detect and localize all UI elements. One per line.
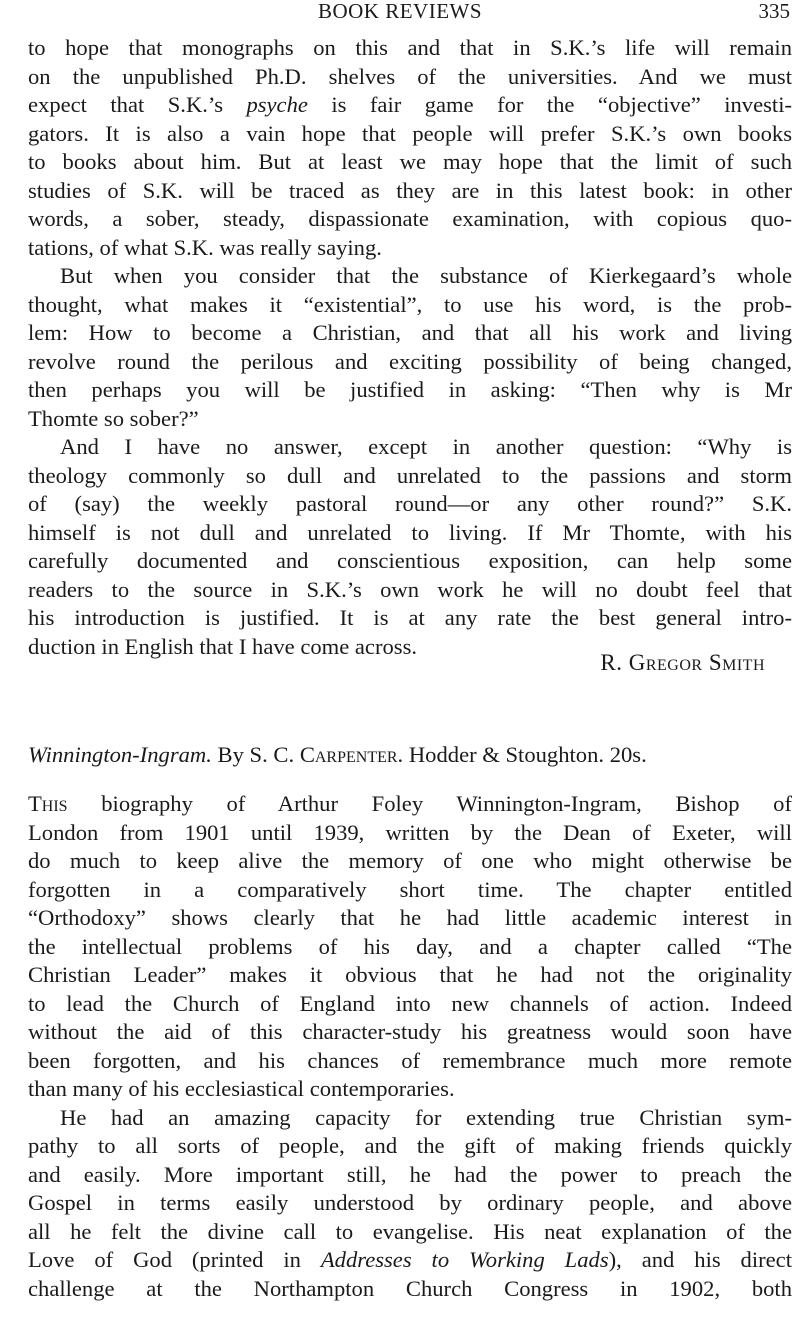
text-line: himself is not dull and unrelated to living. If Mr Thomte, with his (28, 519, 792, 545)
text-line: to lead the Church of England into new channels of action. Indeed (28, 990, 792, 1016)
text-line: and easily. More important still, he had the power to preach the (28, 1161, 792, 1187)
text-line: to books about him. But at least we may hope that the limit of such (28, 149, 792, 174)
text-line: to hope that monographs on this and that in S.K.’s life will remain (28, 35, 792, 60)
text-line: He had an amazing capacity for extending true Christian sym- (60, 1104, 792, 1130)
text-line: expect that S.K.’s psyche is fair game for the “objective” investi- (28, 92, 792, 117)
text-line: revolve round the perilous and exciting possibility of being changed, (28, 348, 792, 374)
text-line: on the unpublished Ph.D. shelves of the universities. And we must (28, 63, 792, 89)
text-line: Thomte so sober?” (28, 405, 199, 431)
text-line: tations, of what S.K. was really saying. (28, 234, 382, 260)
text-line: forgotten in a comparatively short time. The chapter entitled (28, 876, 792, 902)
book-price: 20s. (609, 742, 647, 767)
text-line: thought, what makes it “existential”, to use his word, is the prob- (28, 291, 792, 317)
text-line (28, 1246, 792, 1275)
review1-paragraph-1 (28, 34, 792, 262)
text-line: Christian Leader” makes it obvious that he had not the originality (28, 962, 792, 987)
running-head (0, 0, 800, 24)
text-line: gators. It is also a vain hope that people will prefer S.K.’s own books (28, 120, 792, 146)
text-line: challenge at the Northampton Church Congress in 1902, both (28, 1275, 792, 1301)
text-line: the intellectual problems of his day, and a chapter called “The (28, 933, 792, 959)
text-line: do much to keep alive the memory of one who might otherwise be (28, 848, 792, 873)
text-span: biography of Arthur Foley Winnington-Ingram, Bishop of (67, 791, 792, 816)
review2-paragraph-2 (28, 1104, 792, 1304)
citation-by: By S. C. (217, 742, 295, 767)
review2-body (28, 790, 792, 1303)
text-line: duction in English that I have come across. (28, 633, 418, 659)
text-span: ), and his direct (608, 1247, 792, 1272)
review1-paragraph-3 (28, 433, 792, 661)
text-line: And I have no answer, except in another question: “Why is (60, 434, 792, 459)
text-line: than many of his ecclesiastical contemporaries. (28, 1076, 455, 1101)
review1-body (28, 34, 792, 661)
text-line: then perhaps you will be justified in asking: “Then why is Mr (28, 377, 792, 402)
page-number: 335 (758, 0, 790, 23)
text-line: London from 1901 until 1939, written by the Dean of Exeter, will (28, 819, 792, 845)
book-title: Winnington-Ingram. (28, 742, 212, 767)
text-line: readers to the source in S.K.’s own work he will no doubt feel that (28, 576, 792, 602)
review1-paragraph-2 (28, 262, 792, 433)
text-line: “Orthodoxy” shows clearly that he had little academic interest in (28, 905, 792, 930)
text-line: been forgotten, and his chances of remembrance much more remote (28, 1047, 792, 1073)
text-line: words, a sober, steady, dispassionate examination, with copious quo- (28, 206, 792, 231)
book-publisher: Hodder & Stoughton. (408, 742, 605, 767)
text-line: carefully documented and conscientious exposition, can help some (28, 548, 792, 573)
italic-word: psyche (246, 92, 308, 117)
text-span: Love of God (printed in (28, 1247, 321, 1272)
text-line: all he felt the divine call to evangelise. His neat explanation of the (28, 1218, 792, 1244)
italic-title: Addresses to Working Lads (320, 1247, 609, 1272)
text-line: without the aid of this character-study his greatness would soon have (28, 1019, 792, 1044)
running-title: BOOK REVIEWS (317, 0, 483, 23)
opening-word: This (28, 791, 68, 816)
text-line: theology commonly so dull and unrelated to the passions and storm (28, 462, 792, 488)
text-line: his introduction is justified. It is at any rate the best general intro- (28, 605, 792, 630)
text-line: of (say) the weekly pastoral round—or any other round?” S.K. (28, 491, 792, 516)
text-line: studies of S.K. will be traced as they are in this latest book: in other (28, 177, 792, 203)
text-line: lem: How to become a Christian, and that all his work and living (28, 320, 792, 345)
text-line: pathy to all sorts of people, and the gift of making friends quickly (28, 1133, 792, 1158)
reviewer-signature: R. Gregor Smith (600, 650, 765, 675)
text-line (28, 790, 792, 819)
book-author: Carpenter. (299, 742, 404, 767)
review2-paragraph-1 (28, 790, 792, 1104)
book-citation (28, 742, 792, 768)
text-line: But when you consider that the substance of Kierkegaard’s whole (60, 263, 792, 288)
text-line: Gospel in terms easily understood by ordinary people, and above (28, 1190, 792, 1215)
